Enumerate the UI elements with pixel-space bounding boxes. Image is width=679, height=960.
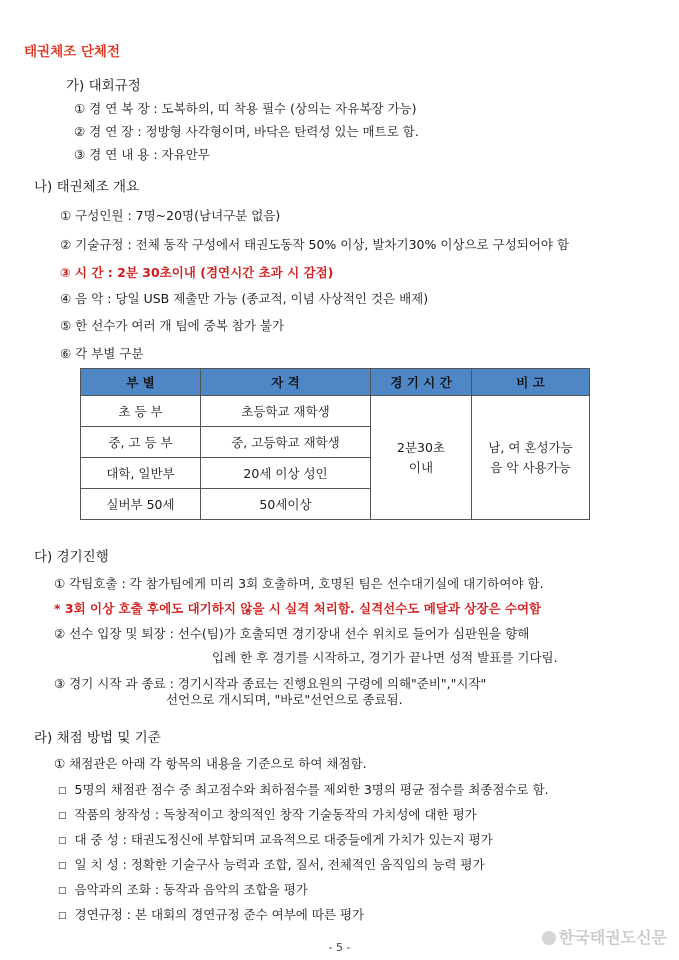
note-line2: 음 악 사용가능 — [490, 459, 571, 475]
division-table — [80, 368, 590, 520]
note-line1: 남, 여 혼성가능 — [488, 439, 573, 455]
rule-uniform: ① 경 연 복 장 : 도복하의, 띠 착용 필수 (상의는 자유복장 가능) — [74, 101, 417, 116]
scoring-item — [58, 782, 549, 800]
section-ra-heading: 라) 채점 방법 및 기준 — [34, 730, 161, 746]
progress-entry-line2: 입례 한 후 경기를 시작하고, 경기가 끝나면 성적 발표를 기다림. — [212, 650, 558, 665]
scoring-item — [58, 907, 364, 925]
header-note: 비 고 — [472, 369, 590, 396]
section-ga-heading: 가) 대회규정 — [66, 78, 141, 94]
rule-venue: ② 경 연 장 : 정방형 사각형이며, 바닥은 탄력성 있는 매트로 함. — [74, 124, 419, 139]
square-bullet-icon: □ — [58, 836, 67, 846]
scoring-item — [58, 882, 308, 900]
overview-members: ① 구성인원 : 7명~20명(남녀구분 없음) — [60, 208, 281, 223]
time-line2: 이내 — [408, 459, 434, 475]
time-line1: 2분30초 — [396, 439, 445, 455]
scoring-intro: ① 채점관은 아래 각 항목의 내용을 기준으로 하여 채점함. — [54, 756, 367, 771]
division-cell: 초 등 부 — [81, 396, 201, 427]
qualification-cell: 초등학교 재학생 — [201, 396, 371, 427]
overview-duplicate: ⑤ 한 선수가 여러 개 팀에 중복 참가 불가 — [60, 318, 285, 333]
header-qualification: 자 격 — [201, 369, 371, 396]
time-cell — [371, 396, 472, 520]
square-bullet-icon: □ — [58, 886, 67, 896]
rule-content: ③ 경 연 내 용 : 자유안무 — [74, 147, 210, 162]
scoring-item-text: 대 중 성 : 태권도정신에 부합되며 교육적으로 대중들에게 가치가 있는지 평가 — [74, 832, 493, 847]
division-cell: 실버부 50세 — [81, 489, 201, 520]
progress-start-line2: 선언으로 개시되며, "바로"선언으로 종료됨. — [166, 692, 403, 707]
qualification-cell: 50세이상 — [201, 489, 371, 520]
overview-technical: ② 기술규정 : 전체 동작 구성에서 태권도동작 50% 이상, 발차기30% 이상으로 구성되어야 함 — [60, 237, 570, 252]
qualification-cell: 중, 고등학교 재학생 — [201, 427, 371, 458]
note-cell — [472, 396, 590, 520]
qualification-cell: 20세 이상 성인 — [201, 458, 371, 489]
scoring-item — [58, 807, 477, 825]
scoring-item-text: 5명의 채점관 점수 중 최고점수와 최하점수를 제외한 3명의 평균 점수를 최종점수로 함. — [74, 782, 549, 797]
progress-call: ① 각팀호출 : 각 참가팀에게 미리 3회 호출하며, 호명된 팀은 선수대기실에 대기하여야 함. — [54, 576, 544, 591]
scoring-item — [58, 832, 493, 850]
scoring-item — [58, 857, 485, 875]
header-division: 부 별 — [81, 369, 201, 396]
watermark-text: 한국태권도신문 — [558, 928, 667, 947]
scoring-item-text: 작품의 창작성 : 독창적이고 창의적인 창작 기술동작의 가치성에 대한 평가 — [74, 807, 477, 822]
scoring-item-text: 일 치 성 : 정확한 기술구사 능력과 조합, 질서, 전체적인 움직임의 능력 평가 — [74, 857, 485, 872]
table-row — [81, 396, 590, 427]
section-da-heading: 다) 경기진행 — [34, 549, 109, 565]
section-na-heading: 나) 태권체조 개요 — [34, 179, 140, 195]
square-bullet-icon: □ — [58, 811, 67, 821]
overview-time: ③ 시 간 : 2분 30초이내 (경연시간 초과 시 감점) — [60, 265, 334, 280]
division-cell: 대학, 일반부 — [81, 458, 201, 489]
progress-entry-line1: ② 선수 입장 및 퇴장 : 선수(팀)가 호출되면 경기장내 선수 위치로 들어가 심판원을 향해 — [54, 626, 530, 641]
progress-warning: * 3회 이상 호출 후에도 대기하지 않을 시 실격 처리함. 실격선수도 메달과 상장은 수여함 — [54, 601, 542, 616]
table-header-row — [81, 369, 590, 396]
scoring-item-text: 음악과의 조화 : 동작과 음악의 조합을 평가 — [74, 882, 308, 897]
square-bullet-icon: □ — [58, 861, 67, 871]
progress-start-line1: ③ 경기 시작 과 종료 : 경기시작과 종료는 진행요원의 구령에 의해"준비","시작" — [54, 676, 487, 691]
square-bullet-icon: □ — [58, 786, 67, 796]
square-bullet-icon: □ — [58, 911, 67, 921]
overview-division: ⑥ 각 부별 구분 — [60, 346, 144, 361]
page-number: - 5 - — [328, 941, 351, 954]
page-title: 태권체조 단체전 — [24, 44, 120, 60]
scoring-item-text: 경연규정 : 본 대회의 경연규정 준수 여부에 따른 평가 — [74, 907, 365, 922]
division-cell: 중, 고 등 부 — [81, 427, 201, 458]
overview-music: ④ 음 악 : 당일 USB 제출만 가능 (종교적, 이념 사상적인 것은 배제) — [60, 291, 429, 306]
header-time: 경 기 시 간 — [371, 369, 472, 396]
